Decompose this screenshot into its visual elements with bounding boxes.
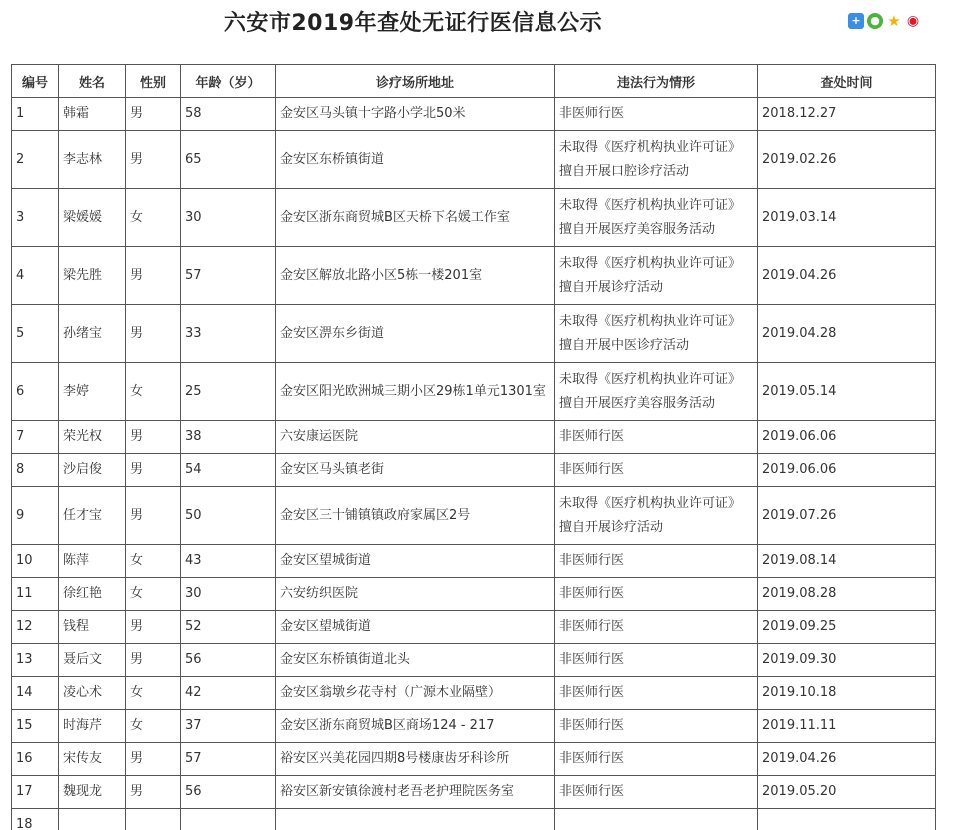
- cell-id: 1: [12, 98, 59, 131]
- table-row: [12, 578, 936, 611]
- cell-name: 沙启俊: [59, 454, 126, 487]
- cell-gender: 男: [126, 487, 181, 545]
- cell-violation: 非医师行医: [555, 578, 758, 611]
- table-row: [12, 421, 936, 454]
- cell-age: 54: [181, 454, 276, 487]
- cell-id: 12: [12, 611, 59, 644]
- cell-id: 16: [12, 743, 59, 776]
- col-header-name: 姓名: [59, 65, 126, 98]
- cell-name: 荣光权: [59, 421, 126, 454]
- cell-violation: 未取得《医疗机构执业许可证》擅自开展诊疗活动: [555, 487, 758, 545]
- cell-gender: 女: [126, 710, 181, 743]
- table-row: [12, 98, 936, 131]
- cell-name: 任才宝: [59, 487, 126, 545]
- cell-name: 钱程: [59, 611, 126, 644]
- table-row: [12, 743, 936, 776]
- cell-name: 凌心术: [59, 677, 126, 710]
- cell-address: 六安康运医院: [276, 421, 555, 454]
- cell-gender: 男: [126, 743, 181, 776]
- cell-address: 金安区解放北路小区5栋一楼201室: [276, 247, 555, 305]
- cell-address: 金安区望城街道: [276, 611, 555, 644]
- cell-date: 2019.08.28: [758, 578, 936, 611]
- cell-violation: 非医师行医: [555, 677, 758, 710]
- table-row: [12, 809, 936, 830]
- cell-age: 65: [181, 131, 276, 189]
- cell-name: 徐红艳: [59, 578, 126, 611]
- cell-name: 李志林: [59, 131, 126, 189]
- cell-violation: 未取得《医疗机构执业许可证》擅自开展口腔诊疗活动: [555, 131, 758, 189]
- cell-id: 9: [12, 487, 59, 545]
- cell-id: 11: [12, 578, 59, 611]
- cell-violation: 未取得《医疗机构执业许可证》擅自开展中医诊疗活动: [555, 305, 758, 363]
- cell-age: 30: [181, 189, 276, 247]
- cell-name: 时海芹: [59, 710, 126, 743]
- cell-address: 六安纺织医院: [276, 578, 555, 611]
- cell-date: 2019.10.18: [758, 677, 936, 710]
- cell-violation: 非医师行医: [555, 98, 758, 131]
- cell-id: 5: [12, 305, 59, 363]
- cell-gender: 女: [126, 189, 181, 247]
- col-header-address: 诊疗场所地址: [276, 65, 555, 98]
- cell-id: 6: [12, 363, 59, 421]
- cell-gender: 男: [126, 421, 181, 454]
- qzone-icon[interactable]: ★: [887, 12, 901, 30]
- cell-id: 15: [12, 710, 59, 743]
- cell-age: 58: [181, 98, 276, 131]
- cell-gender: 女: [126, 363, 181, 421]
- cell-name: 宋传友: [59, 743, 126, 776]
- cell-age: 56: [181, 776, 276, 809]
- cell-date: [758, 809, 936, 830]
- cell-age: 38: [181, 421, 276, 454]
- cell-gender: 男: [126, 131, 181, 189]
- cell-name: 韩霜: [59, 98, 126, 131]
- cell-date: 2019.11.11: [758, 710, 936, 743]
- cell-violation: 非医师行医: [555, 710, 758, 743]
- table-row: [12, 545, 936, 578]
- cell-gender: 男: [126, 305, 181, 363]
- cell-violation: 未取得《医疗机构执业许可证》擅自开展医疗美容服务活动: [555, 189, 758, 247]
- table-row: [12, 776, 936, 809]
- cell-address: 金安区马头镇十字路小学北50米: [276, 98, 555, 131]
- cell-address: 金安区浙东商贸城B区商场124 - 217: [276, 710, 555, 743]
- cell-date: 2019.05.20: [758, 776, 936, 809]
- cell-address: 金安区淠东乡街道: [276, 305, 555, 363]
- table-row: [12, 644, 936, 677]
- cell-gender: 男: [126, 247, 181, 305]
- cell-address: 金安区东桥镇街道北头: [276, 644, 555, 677]
- cell-age: 52: [181, 611, 276, 644]
- cell-date: 2019.04.26: [758, 247, 936, 305]
- table-row: [12, 487, 936, 545]
- cell-name: 李婷: [59, 363, 126, 421]
- cell-gender: 男: [126, 644, 181, 677]
- cell-date: 2019.02.26: [758, 131, 936, 189]
- cell-id: 18: [12, 809, 59, 830]
- cell-age: 37: [181, 710, 276, 743]
- cell-age: 25: [181, 363, 276, 421]
- cell-address: 金安区翁墩乡花寺村（广源木业隔壁）: [276, 677, 555, 710]
- cell-violation: 非医师行医: [555, 611, 758, 644]
- cell-id: 7: [12, 421, 59, 454]
- cell-address: 金安区三十铺镇镇政府家属区2号: [276, 487, 555, 545]
- cell-gender: [126, 809, 181, 830]
- table-row: [12, 247, 936, 305]
- col-header-gender: 性别: [126, 65, 181, 98]
- cell-address: 金安区阳光欧洲城三期小区29栋1单元1301室: [276, 363, 555, 421]
- cell-gender: 男: [126, 611, 181, 644]
- cell-name: 梁先胜: [59, 247, 126, 305]
- cell-violation: 非医师行医: [555, 421, 758, 454]
- cell-age: 33: [181, 305, 276, 363]
- cell-address: [276, 809, 555, 830]
- cell-gender: 男: [126, 98, 181, 131]
- cell-gender: 女: [126, 545, 181, 578]
- cell-gender: 男: [126, 776, 181, 809]
- cell-id: 3: [12, 189, 59, 247]
- col-header-violation: 违法行为情形: [555, 65, 758, 98]
- table-row: [12, 710, 936, 743]
- cell-date: 2019.06.06: [758, 421, 936, 454]
- cell-name: 孙绪宝: [59, 305, 126, 363]
- cell-age: 43: [181, 545, 276, 578]
- cell-violation: 非医师行医: [555, 776, 758, 809]
- cell-violation: 非医师行医: [555, 545, 758, 578]
- cell-name: 魏现龙: [59, 776, 126, 809]
- cell-address: 金安区望城街道: [276, 545, 555, 578]
- cell-date: 2018.12.27: [758, 98, 936, 131]
- cell-id: 2: [12, 131, 59, 189]
- cell-name: [59, 809, 126, 830]
- cell-gender: 女: [126, 677, 181, 710]
- cell-date: 2019.06.06: [758, 454, 936, 487]
- wechat-icon[interactable]: ●: [867, 13, 883, 29]
- cell-id: 14: [12, 677, 59, 710]
- table-row: [12, 677, 936, 710]
- cell-gender: 男: [126, 454, 181, 487]
- cell-name: 梁媛媛: [59, 189, 126, 247]
- cell-age: 30: [181, 578, 276, 611]
- cell-violation: 非医师行医: [555, 743, 758, 776]
- cell-date: 2019.03.14: [758, 189, 936, 247]
- cell-age: [181, 809, 276, 830]
- cell-id: 4: [12, 247, 59, 305]
- cell-violation: 未取得《医疗机构执业许可证》擅自开展医疗美容服务活动: [555, 363, 758, 421]
- info-table: [11, 64, 936, 830]
- cell-address: 金安区东桥镇街道: [276, 131, 555, 189]
- table-row: [12, 131, 936, 189]
- table-row: [12, 611, 936, 644]
- cell-id: 17: [12, 776, 59, 809]
- cell-date: 2019.09.30: [758, 644, 936, 677]
- cell-gender: 女: [126, 578, 181, 611]
- cell-address: 裕安区兴美花园四期8号楼康齿牙科诊所: [276, 743, 555, 776]
- cell-id: 8: [12, 454, 59, 487]
- cell-date: 2019.08.14: [758, 545, 936, 578]
- cell-address: 金安区浙东商贸城B区天桥下名媛工作室: [276, 189, 555, 247]
- cell-address: 裕安区新安镇徐渡村老吾老护理院医务室: [276, 776, 555, 809]
- cell-violation: [555, 809, 758, 830]
- add-icon[interactable]: +: [848, 13, 864, 29]
- cell-violation: 非医师行医: [555, 454, 758, 487]
- col-header-id: 编号: [12, 65, 59, 98]
- cell-violation: 非医师行医: [555, 644, 758, 677]
- cell-address: 金安区马头镇老街: [276, 454, 555, 487]
- weibo-icon[interactable]: ◉: [906, 13, 920, 29]
- cell-age: 42: [181, 677, 276, 710]
- cell-date: 2019.07.26: [758, 487, 936, 545]
- cell-id: 13: [12, 644, 59, 677]
- page-title: 六安市2019年查处无证行医信息公示: [223, 11, 603, 36]
- cell-age: 50: [181, 487, 276, 545]
- col-header-age: 年龄（岁）: [181, 65, 276, 98]
- table-header-row: [12, 65, 936, 98]
- cell-date: 2019.09.25: [758, 611, 936, 644]
- cell-name: 聂后文: [59, 644, 126, 677]
- cell-name: 陈萍: [59, 545, 126, 578]
- cell-age: 57: [181, 743, 276, 776]
- cell-date: 2019.04.28: [758, 305, 936, 363]
- table-row: [12, 305, 936, 363]
- table-row: [12, 189, 936, 247]
- cell-violation: 未取得《医疗机构执业许可证》擅自开展诊疗活动: [555, 247, 758, 305]
- cell-date: 2019.04.26: [758, 743, 936, 776]
- table-row: [12, 454, 936, 487]
- col-header-date: 查处时间: [758, 65, 936, 98]
- cell-id: 10: [12, 545, 59, 578]
- table-row: [12, 363, 936, 421]
- cell-age: 57: [181, 247, 276, 305]
- cell-age: 56: [181, 644, 276, 677]
- cell-date: 2019.05.14: [758, 363, 936, 421]
